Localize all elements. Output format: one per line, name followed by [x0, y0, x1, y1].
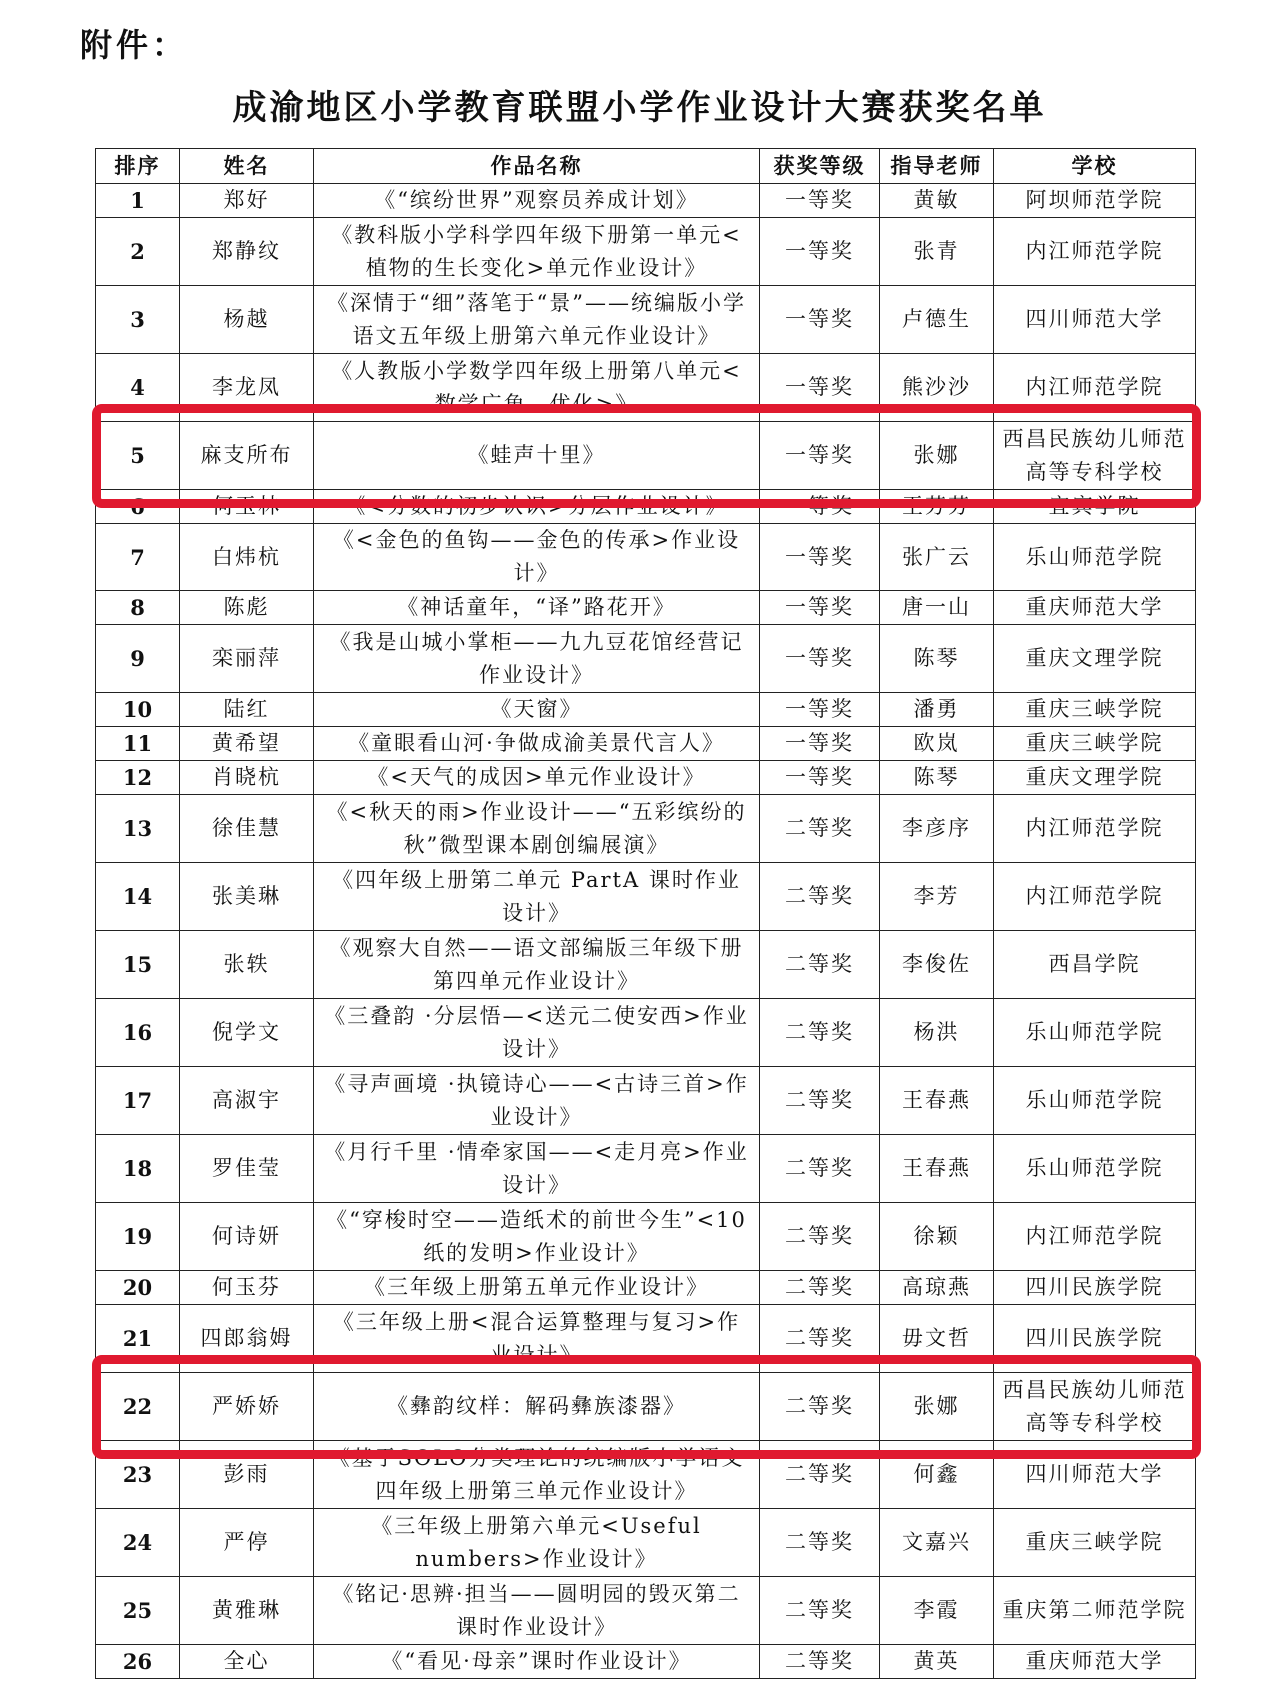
cell-award: 二等奖 — [760, 1441, 880, 1509]
cell-work: 《神话童年，“译”路花开》 — [314, 591, 760, 625]
cell-name: 郑静纹 — [180, 218, 314, 286]
cell-work: 《人教版小学数学四年级上册第八单元<数学广角—优化>》 — [314, 354, 760, 422]
table-row — [96, 727, 1196, 761]
table-row — [96, 1271, 1196, 1305]
cell-name: 何玉林 — [180, 490, 314, 524]
cell-teacher: 黄敏 — [880, 184, 994, 218]
cell-name: 张美琳 — [180, 863, 314, 931]
cell-work: 《三叠韵 ·分层悟—<送元二使安西>作业设计》 — [314, 999, 760, 1067]
document-title: 成渝地区小学教育联盟小学作业设计大赛获奖名单 — [232, 88, 1047, 128]
cell-teacher: 陈琴 — [880, 625, 994, 693]
cell-rank: 20 — [96, 1271, 180, 1305]
col-header-award: 获奖等级 — [760, 149, 880, 184]
table-row — [96, 761, 1196, 795]
cell-rank: 19 — [96, 1203, 180, 1271]
table-row — [96, 1645, 1196, 1679]
cell-award: 一等奖 — [760, 422, 880, 490]
cell-teacher: 熊沙沙 — [880, 354, 994, 422]
table-row — [96, 354, 1196, 422]
cell-teacher: 陈琴 — [880, 761, 994, 795]
cell-teacher: 卢德生 — [880, 286, 994, 354]
cell-work: 《“看见·母亲”课时作业设计》 — [314, 1645, 760, 1679]
cell-school: 内江师范学院 — [994, 354, 1196, 422]
cell-work: 《三年级上册<混合运算整理与复习>作业设计》 — [314, 1305, 760, 1373]
cell-award: 二等奖 — [760, 863, 880, 931]
cell-rank: 17 — [96, 1067, 180, 1135]
cell-teacher: 李芳 — [880, 863, 994, 931]
table-row — [96, 1577, 1196, 1645]
cell-school: 重庆三峡学院 — [994, 693, 1196, 727]
cell-school: 四川民族学院 — [994, 1305, 1196, 1373]
cell-award: 一等奖 — [760, 184, 880, 218]
cell-work: 《我是山城小掌柜——九九豆花馆经营记作业设计》 — [314, 625, 760, 693]
col-header-name: 姓名 — [180, 149, 314, 184]
cell-school: 内江师范学院 — [994, 795, 1196, 863]
cell-award: 一等奖 — [760, 591, 880, 625]
cell-school: 四川民族学院 — [994, 1271, 1196, 1305]
cell-school: 四川师范大学 — [994, 1441, 1196, 1509]
cell-name: 何诗妍 — [180, 1203, 314, 1271]
cell-teacher: 高琼燕 — [880, 1271, 994, 1305]
col-header-rank: 排序 — [96, 149, 180, 184]
table-row — [96, 1135, 1196, 1203]
table-row — [96, 1067, 1196, 1135]
cell-work: 《基于SOLO分类理论的统编版小学语文四年级上册第三单元作业设计》 — [314, 1441, 760, 1509]
cell-school: 重庆文理学院 — [994, 625, 1196, 693]
cell-teacher: 张娜 — [880, 1373, 994, 1441]
cell-teacher: 唐一山 — [880, 591, 994, 625]
cell-rank: 15 — [96, 931, 180, 999]
cell-work: 《观察大自然——语文部编版三年级下册第四单元作业设计》 — [314, 931, 760, 999]
cell-work: 《“穿梭时空——造纸术的前世今生”<10纸的发明>作业设计》 — [314, 1203, 760, 1271]
cell-rank: 7 — [96, 524, 180, 591]
cell-rank: 25 — [96, 1577, 180, 1645]
table-row — [96, 422, 1196, 490]
cell-school: 内江师范学院 — [994, 863, 1196, 931]
cell-school: 重庆师范大学 — [994, 591, 1196, 625]
table-row — [96, 999, 1196, 1067]
cell-rank: 1 — [96, 184, 180, 218]
cell-award: 一等奖 — [760, 761, 880, 795]
cell-rank: 12 — [96, 761, 180, 795]
cell-teacher: 何鑫 — [880, 1441, 994, 1509]
cell-name: 李龙凤 — [180, 354, 314, 422]
cell-work: 《教科版小学科学四年级下册第一单元<植物的生长变化>单元作业设计》 — [314, 218, 760, 286]
cell-work: 《月行千里 ·情牵家国——<走月亮>作业设计》 — [314, 1135, 760, 1203]
table-row — [96, 1305, 1196, 1373]
cell-rank: 21 — [96, 1305, 180, 1373]
cell-name: 黄雅琳 — [180, 1577, 314, 1645]
cell-rank: 4 — [96, 354, 180, 422]
cell-school: 西昌民族幼儿师范高等专科学校 — [994, 422, 1196, 490]
cell-school: 西昌民族幼儿师范高等专科学校 — [994, 1373, 1196, 1441]
cell-award: 二等奖 — [760, 1645, 880, 1679]
cell-work: 《寻声画境 ·执镜诗心——<古诗三首>作业设计》 — [314, 1067, 760, 1135]
cell-rank: 9 — [96, 625, 180, 693]
cell-award: 一等奖 — [760, 693, 880, 727]
cell-teacher: 潘勇 — [880, 693, 994, 727]
cell-award: 一等奖 — [760, 286, 880, 354]
cell-name: 严停 — [180, 1509, 314, 1577]
cell-work: 《彝韵纹样：解码彝族漆器》 — [314, 1373, 760, 1441]
cell-work: 《<分数的初步认识>分层作业设计》 — [314, 490, 760, 524]
cell-school: 宜宾学院 — [994, 490, 1196, 524]
cell-school: 重庆三峡学院 — [994, 727, 1196, 761]
cell-work: 《四年级上册第二单元 PartA 课时作业设计》 — [314, 863, 760, 931]
cell-rank: 5 — [96, 422, 180, 490]
cell-work: 《<天气的成因>单元作业设计》 — [314, 761, 760, 795]
cell-rank: 13 — [96, 795, 180, 863]
cell-school: 乐山师范学院 — [994, 1135, 1196, 1203]
table-row — [96, 863, 1196, 931]
cell-rank: 22 — [96, 1373, 180, 1441]
cell-name: 栾丽萍 — [180, 625, 314, 693]
cell-teacher: 张广云 — [880, 524, 994, 591]
cell-name: 杨越 — [180, 286, 314, 354]
cell-award: 二等奖 — [760, 1509, 880, 1577]
cell-teacher: 李霞 — [880, 1577, 994, 1645]
cell-rank: 18 — [96, 1135, 180, 1203]
cell-name: 何玉芬 — [180, 1271, 314, 1305]
cell-rank: 24 — [96, 1509, 180, 1577]
cell-school: 内江师范学院 — [994, 218, 1196, 286]
cell-teacher: 欧岚 — [880, 727, 994, 761]
cell-rank: 26 — [96, 1645, 180, 1679]
cell-school: 重庆第二师范学院 — [994, 1577, 1196, 1645]
cell-work: 《三年级上册第五单元作业设计》 — [314, 1271, 760, 1305]
cell-name: 郑好 — [180, 184, 314, 218]
cell-school: 重庆文理学院 — [994, 761, 1196, 795]
cell-name: 全心 — [180, 1645, 314, 1679]
cell-name: 陈彪 — [180, 591, 314, 625]
cell-work: 《铭记·思辨·担当——圆明园的毁灭第二课时作业设计》 — [314, 1577, 760, 1645]
cell-teacher: 毋文哲 — [880, 1305, 994, 1373]
table-header-row — [96, 149, 1196, 184]
cell-rank: 11 — [96, 727, 180, 761]
cell-rank: 23 — [96, 1441, 180, 1509]
cell-teacher: 王芳芳 — [880, 490, 994, 524]
cell-award: 一等奖 — [760, 218, 880, 286]
cell-school: 重庆师范大学 — [994, 1645, 1196, 1679]
cell-rank: 14 — [96, 863, 180, 931]
table-row — [96, 286, 1196, 354]
cell-work: 《<秋天的雨>作业设计——“五彩缤纷的秋”微型课本剧创编展演》 — [314, 795, 760, 863]
cell-name: 黄希望 — [180, 727, 314, 761]
cell-award: 二等奖 — [760, 1577, 880, 1645]
cell-award: 二等奖 — [760, 999, 880, 1067]
cell-teacher: 张娜 — [880, 422, 994, 490]
col-header-school: 学校 — [994, 149, 1196, 184]
cell-rank: 16 — [96, 999, 180, 1067]
cell-teacher: 李俊佐 — [880, 931, 994, 999]
cell-rank: 2 — [96, 218, 180, 286]
cell-teacher: 张青 — [880, 218, 994, 286]
table-row — [96, 931, 1196, 999]
cell-teacher: 王春燕 — [880, 1067, 994, 1135]
table-row — [96, 524, 1196, 591]
cell-name: 麻支所布 — [180, 422, 314, 490]
cell-teacher: 文嘉兴 — [880, 1509, 994, 1577]
cell-school: 乐山师范学院 — [994, 524, 1196, 591]
cell-work: 《三年级上册第六单元<Useful numbers>作业设计》 — [314, 1509, 760, 1577]
cell-name: 四郎翁姆 — [180, 1305, 314, 1373]
cell-award: 二等奖 — [760, 1067, 880, 1135]
table-row — [96, 218, 1196, 286]
cell-award: 二等奖 — [760, 1203, 880, 1271]
cell-school: 内江师范学院 — [994, 1203, 1196, 1271]
cell-name: 严娇娇 — [180, 1373, 314, 1441]
table-row — [96, 795, 1196, 863]
cell-school: 乐山师范学院 — [994, 1067, 1196, 1135]
cell-school: 重庆三峡学院 — [994, 1509, 1196, 1577]
table-row — [96, 1509, 1196, 1577]
table-row — [96, 1203, 1196, 1271]
attachment-label: 附件： — [80, 26, 189, 64]
cell-award: 二等奖 — [760, 1305, 880, 1373]
cell-teacher: 杨洪 — [880, 999, 994, 1067]
cell-award: 一等奖 — [760, 490, 880, 524]
cell-award: 一等奖 — [760, 524, 880, 591]
cell-name: 张轶 — [180, 931, 314, 999]
cell-school: 阿坝师范学院 — [994, 184, 1196, 218]
cell-teacher: 徐颖 — [880, 1203, 994, 1271]
cell-work: 《蛙声十里》 — [314, 422, 760, 490]
cell-award: 二等奖 — [760, 1135, 880, 1203]
cell-rank: 3 — [96, 286, 180, 354]
table-row — [96, 490, 1196, 524]
cell-award: 二等奖 — [760, 795, 880, 863]
award-table — [95, 148, 1196, 1679]
cell-award: 二等奖 — [760, 1373, 880, 1441]
cell-school: 四川师范大学 — [994, 286, 1196, 354]
col-header-teacher: 指导老师 — [880, 149, 994, 184]
table-row — [96, 184, 1196, 218]
cell-school: 西昌学院 — [994, 931, 1196, 999]
cell-work: 《童眼看山河·争做成渝美景代言人》 — [314, 727, 760, 761]
cell-rank: 6 — [96, 490, 180, 524]
cell-name: 彭雨 — [180, 1441, 314, 1509]
cell-rank: 10 — [96, 693, 180, 727]
cell-name: 徐佳慧 — [180, 795, 314, 863]
table-row — [96, 1441, 1196, 1509]
cell-name: 陆红 — [180, 693, 314, 727]
cell-name: 白炜杭 — [180, 524, 314, 591]
table-row — [96, 1373, 1196, 1441]
cell-name: 罗佳莹 — [180, 1135, 314, 1203]
cell-award: 二等奖 — [760, 931, 880, 999]
cell-rank: 8 — [96, 591, 180, 625]
table-row — [96, 625, 1196, 693]
cell-work: 《深情于“细”落笔于“景”——统编版小学语文五年级上册第六单元作业设计》 — [314, 286, 760, 354]
cell-work: 《“缤纷世界”观察员养成计划》 — [314, 184, 760, 218]
cell-award: 一等奖 — [760, 354, 880, 422]
cell-award: 二等奖 — [760, 1271, 880, 1305]
cell-name: 高淑宇 — [180, 1067, 314, 1135]
cell-name: 倪学文 — [180, 999, 314, 1067]
cell-award: 一等奖 — [760, 625, 880, 693]
cell-work: 《<金色的鱼钩——金色的传承>作业设计》 — [314, 524, 760, 591]
cell-teacher: 黄英 — [880, 1645, 994, 1679]
cell-award: 一等奖 — [760, 727, 880, 761]
cell-teacher: 李彦序 — [880, 795, 994, 863]
col-header-work: 作品名称 — [314, 149, 760, 184]
cell-teacher: 王春燕 — [880, 1135, 994, 1203]
cell-name: 肖晓杭 — [180, 761, 314, 795]
table-row — [96, 693, 1196, 727]
cell-school: 乐山师范学院 — [994, 999, 1196, 1067]
cell-work: 《天窗》 — [314, 693, 760, 727]
table-row — [96, 591, 1196, 625]
